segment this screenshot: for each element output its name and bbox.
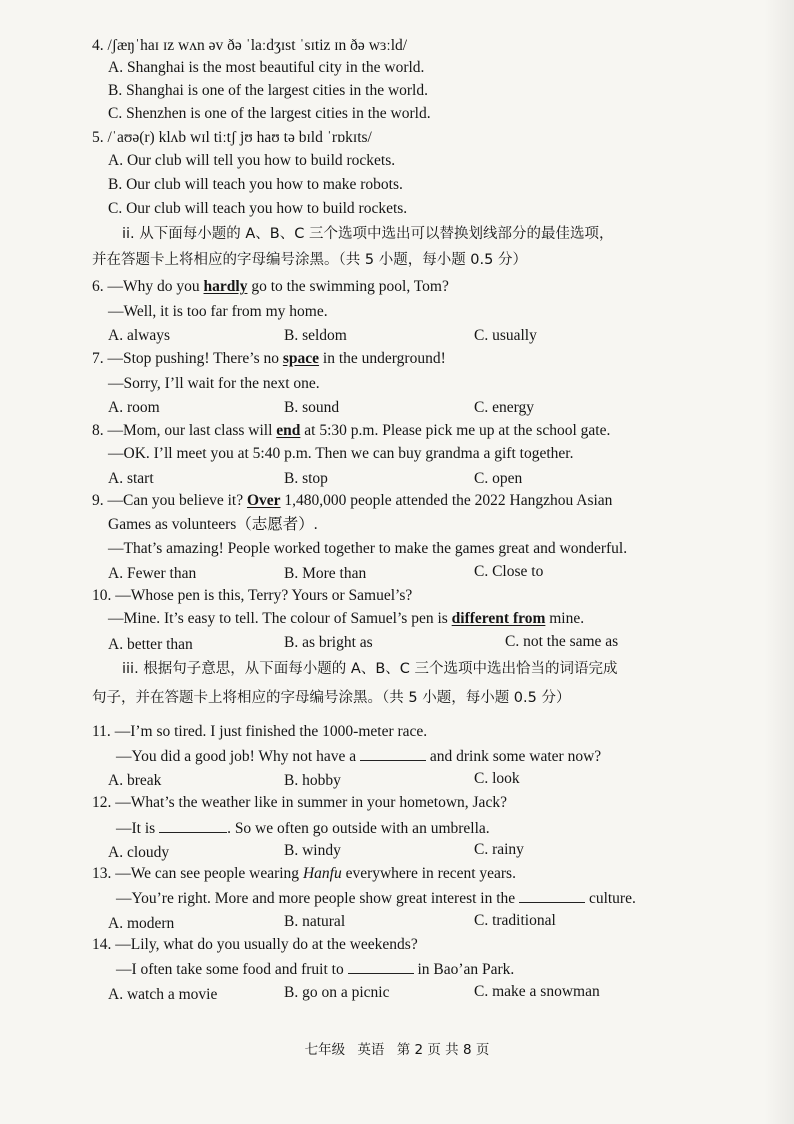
q10-option-a: A. better than	[108, 636, 193, 653]
q10-reply-post: mine.	[545, 610, 585, 627]
q13-text-post: everywhere in recent years.	[341, 865, 516, 882]
q11-reply-post: and drink some water now?	[425, 748, 602, 765]
footer-grade: 七年级	[304, 1042, 346, 1058]
q12-option-a: A. cloudy	[108, 844, 170, 861]
q14-option-c: C. make a snowman	[474, 983, 600, 1000]
q10-number: 10.	[92, 587, 112, 604]
q13-italic-word: Hanfu	[302, 865, 342, 882]
q10-option-b: B. as bright as	[284, 634, 373, 651]
q12-text: —What’s the weather like in summer in your hometown, Jack?	[115, 794, 507, 811]
page-edge-shadow	[764, 0, 794, 1124]
q10-option-c: C. not the same as	[505, 633, 619, 650]
q11-option-c: C. look	[474, 770, 520, 787]
q7-number: 7.	[92, 350, 104, 367]
q8-underlined-word: end	[276, 422, 301, 439]
q13-text-pre: —We can see people wearing	[115, 865, 303, 882]
q11-blank	[360, 746, 426, 761]
q9-option-a: A. Fewer than	[108, 565, 197, 582]
q11-reply-pre: —You did a good job! Why not have a	[116, 748, 360, 765]
q8-option-a: A. start	[108, 470, 154, 487]
q7-option-c: C. energy	[474, 399, 534, 416]
q13-option-b: B. natural	[284, 913, 346, 930]
q7-question	[92, 349, 446, 369]
q7-text-post: in the underground!	[319, 350, 446, 367]
q4-phonetic: /ʃæŋˈhaɪ ɪz wʌn əv ðə ˈlaːdʒɪst ˈsɪtiz ɪn ðə wɜːld/	[107, 37, 408, 54]
page-footer	[0, 1038, 794, 1058]
q5-number: 5.	[92, 129, 104, 146]
q14-text: —Lily, what do you usually do at the weekends?	[115, 936, 418, 953]
q13-reply	[116, 888, 636, 909]
q7-text-pre: —Stop pushing! There’s no	[107, 350, 283, 367]
q13-reply-post: culture.	[585, 890, 636, 907]
q9-question	[92, 491, 612, 511]
q13-number: 13.	[92, 865, 112, 882]
section-ii-instruction-1: ii. 从下面每小题的 A、B、C 三个选项中选出可以替换划线部分的最佳选项，	[122, 226, 614, 242]
section-iii-instruction-2: 句子，并在答题卡上将相应的字母编号涂黑。（共 5 小题，每小题 0.5 分）	[92, 690, 571, 706]
section-ii-instruction-2: 并在答题卡上将相应的字母编号涂黑。（共 5 小题，每小题 0.5 分）	[92, 252, 527, 268]
q8-reply: —OK. I’ll meet you at 5:40 p.m. Then we can buy grandma a gift together.	[108, 445, 574, 462]
q4-option-b: B. Shanghai is one of the largest cities in the world.	[108, 82, 428, 99]
q14-blank	[348, 959, 414, 974]
q8-text-pre: —Mom, our last class will	[107, 422, 277, 439]
q7-option-a: A. room	[108, 399, 160, 416]
q9-continuation: Games as volunteers（志愿者）.	[108, 516, 318, 533]
q6-option-a: A. always	[108, 327, 170, 344]
q9-text-post: 1,480,000 people attended the 2022 Hangzhou Asian	[280, 492, 613, 509]
q12-number: 12.	[92, 794, 112, 811]
q10-reply-pre: —Mine. It’s easy to tell. The colour of Samuel’s pen is	[108, 610, 452, 627]
q6-text-pre: —Why do you	[107, 278, 204, 295]
q8-text-post: at 5:30 p.m. Please pick me up at the school gate.	[300, 422, 611, 439]
q13-reply-pre: —You’re right. More and more people show great interest in the	[116, 890, 520, 907]
q12-blank	[159, 818, 227, 833]
q9-option-c: C. Close to	[474, 563, 544, 580]
q14-reply	[116, 959, 514, 980]
q9-text-pre: —Can you believe it?	[107, 492, 247, 509]
q12-reply-pre: —It is	[116, 820, 160, 837]
q13-option-a: A. modern	[108, 915, 175, 932]
q13-blank	[519, 888, 585, 903]
q8-option-b: B. stop	[284, 470, 328, 487]
q13-question	[92, 864, 516, 884]
q11-option-a: A. break	[108, 772, 162, 789]
q11-option-b: B. hobby	[284, 772, 341, 789]
q10-reply	[108, 609, 584, 629]
q6-option-c: C. usually	[474, 327, 537, 344]
q7-option-b: B. sound	[284, 399, 340, 416]
q14-reply-post: in Bao’an Park.	[413, 961, 515, 978]
q4-option-a: A. Shanghai is the most beautiful city in the world.	[108, 59, 425, 76]
q14-reply-pre: —I often take some food and fruit to	[116, 961, 348, 978]
q11-number: 11.	[92, 723, 111, 740]
q14-option-b: B. go on a picnic	[284, 984, 390, 1001]
q6-question	[92, 277, 449, 297]
q6-underlined-word: hardly	[203, 278, 248, 295]
q12-question	[92, 793, 507, 813]
q12-option-b: B. windy	[284, 842, 341, 859]
q9-reply: —That’s amazing! People worked together to make the games great and wonderful.	[108, 540, 628, 557]
q11-text: —I’m so tired. I just finished the 1000-meter race.	[114, 723, 428, 740]
q5-phonetic: /ˈaʊə(r) klʌb wɪl tiːtʃ jʊ haʊ tə bɪld ˈrɒkɪts/	[107, 129, 372, 146]
section-iii-instruction-1: iii. 根据句子意思，从下面每小题的 A、B、C 三个选项中选出恰当的词语完成	[122, 661, 618, 677]
q10-underlined-phrase: different from	[451, 610, 546, 627]
footer-page-number: 第 2 页 共 8 页	[396, 1042, 490, 1058]
q12-option-c: C. rainy	[474, 841, 524, 858]
q6-number: 6.	[92, 278, 104, 295]
footer-subject: 英语	[357, 1042, 385, 1058]
q7-reply: —Sorry, I’ll wait for the next one.	[108, 375, 320, 392]
q13-option-c: C. traditional	[474, 912, 556, 929]
q5-option-c: C. Our club will teach you how to build rockets.	[108, 200, 408, 217]
q8-question	[92, 421, 610, 441]
q10-text: —Whose pen is this, Terry? Yours or Samuel’s?	[115, 587, 413, 604]
q8-option-c: C. open	[474, 470, 523, 487]
q11-reply	[116, 746, 601, 767]
q14-number: 14.	[92, 936, 112, 953]
q5-prompt	[92, 128, 372, 148]
q4-prompt	[92, 36, 407, 56]
q4-number: 4.	[92, 37, 104, 54]
q9-number: 9.	[92, 492, 104, 509]
q6-option-b: B. seldom	[284, 327, 347, 344]
q4-option-c: C. Shenzhen is one of the largest cities in the world.	[108, 105, 431, 122]
q11-question	[92, 722, 427, 742]
q14-option-a: A. watch a movie	[108, 986, 218, 1003]
q9-option-b: B. More than	[284, 565, 367, 582]
q12-reply	[116, 818, 490, 839]
q12-reply-post: . So we often go outside with an umbrella.	[227, 820, 490, 837]
q10-question	[92, 586, 412, 606]
q6-text-post: go to the swimming pool, Tom?	[247, 278, 449, 295]
q7-underlined-word: space	[282, 350, 320, 367]
q8-number: 8.	[92, 422, 104, 439]
q6-reply: —Well, it is too far from my home.	[108, 303, 328, 320]
q5-option-b: B. Our club will teach you how to make robots.	[108, 176, 403, 193]
q5-option-a: A. Our club will tell you how to build rockets.	[108, 152, 396, 169]
q14-question	[92, 935, 418, 955]
q9-underlined-word: Over	[246, 492, 281, 509]
